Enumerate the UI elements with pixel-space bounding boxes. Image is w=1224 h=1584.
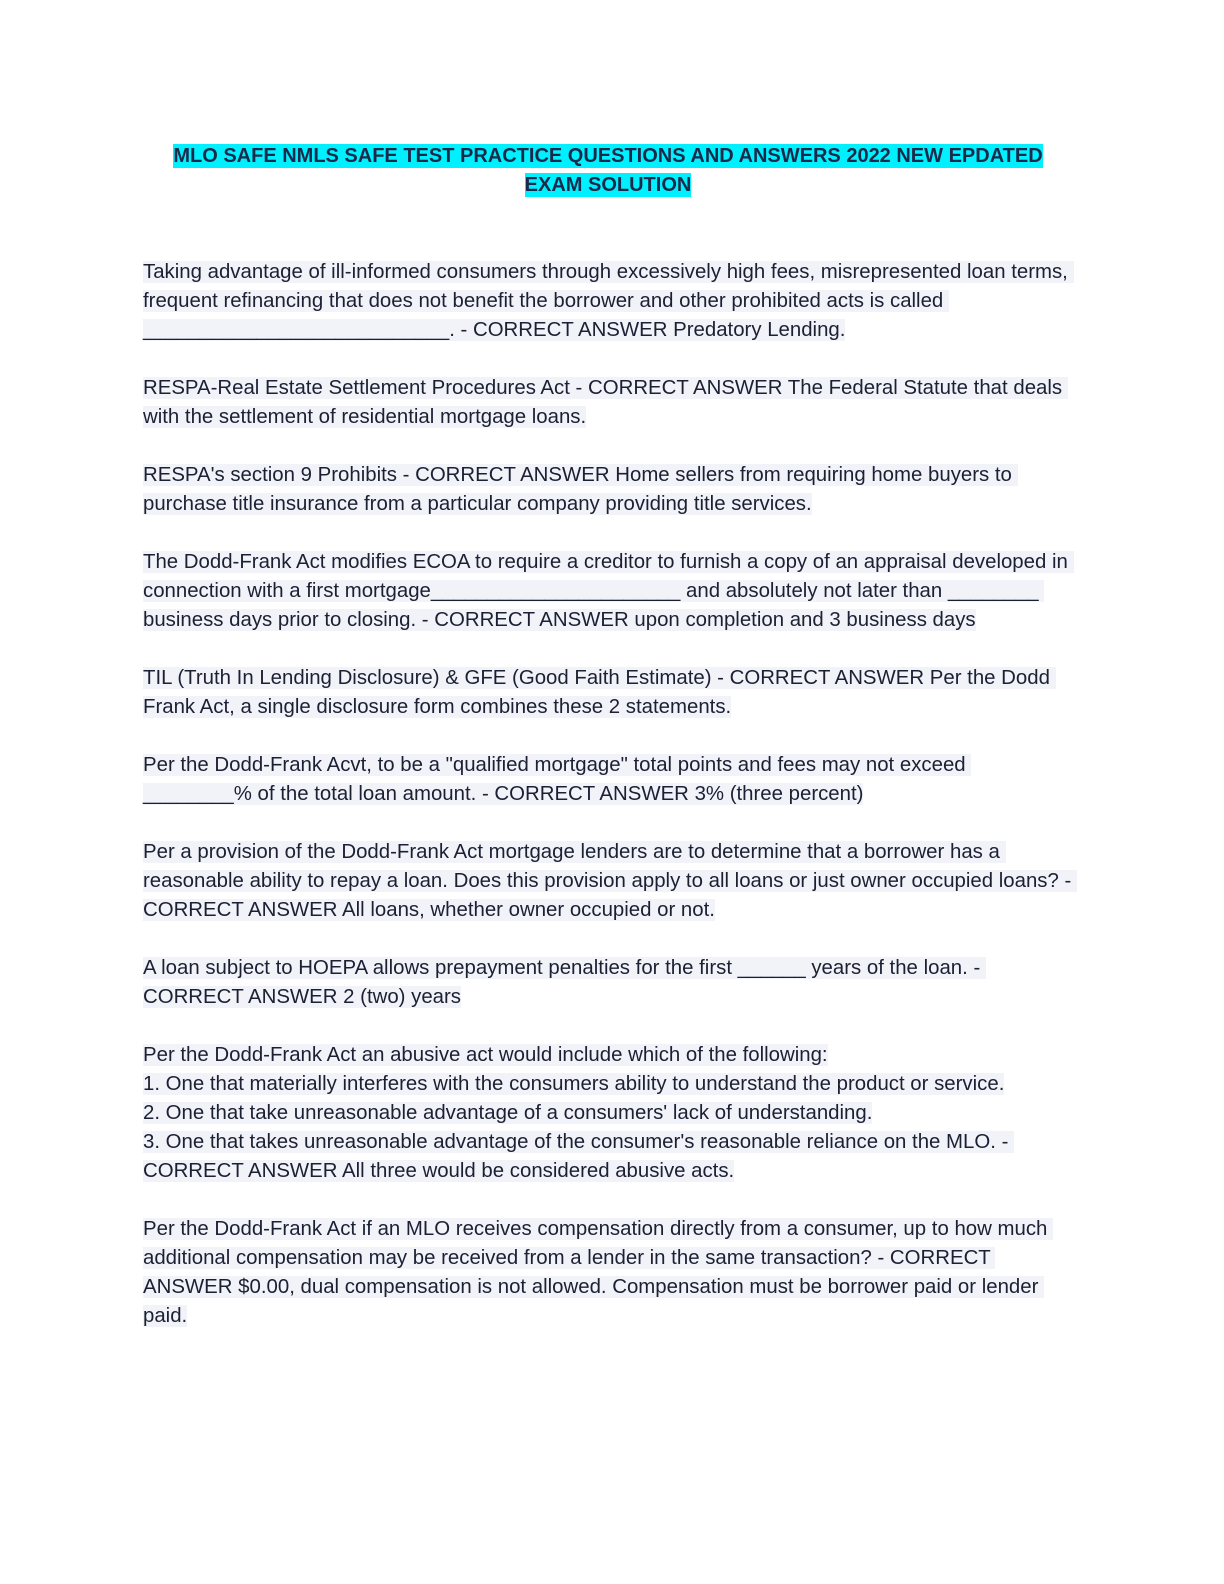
qa-text: Per the Dodd-Frank Act an abusive act would include which of the following: 1. One that materially interferes with the consumers ability to understand the product or service. 2. One that take unreasonable advantage of a consumers' lack of understanding. 3. One that takes unreasonable advantage of the consumer's reasonable reliance on the MLO. - CORRECT ANSWER All three would be considered abusive acts. (143, 1044, 1014, 1182)
qa-item (143, 374, 1073, 432)
qa-list (143, 258, 1077, 1331)
qa-text: Per the Dodd-Frank Act if an MLO receives compensation directly from a consumer, up to how much additional compensation may be received from a lender in the same transaction? - CORRECT ANSWER $0.00, dual compensation is not allowed. Compensation must be borrower paid or lender paid. (143, 1218, 1054, 1327)
qa-text: The Dodd-Frank Act modifies ECOA to require a creditor to furnish a copy of an appraisal developed in connection with a first mortgage______________________ and absolutely not later than ________ business days prior to closing. - CORRECT ANSWER upon completion and 3 business days (143, 551, 1074, 631)
qa-text: Per the Dodd-Frank Acvt, to be a "qualified mortgage" total points and fees may not exceed ________% of the total loan amount. - CORRECT ANSWER 3% (three percent) (143, 754, 972, 805)
qa-item (143, 1215, 1073, 1331)
qa-item (143, 461, 1073, 519)
qa-text: Taking advantage of ill-informed consumers through excessively high fees, misrepresented loan terms, frequent refinancing that does not benefit the borrower and other prohibited acts is called ___________________________. - CORRECT ANSWER Predatory Lending. (143, 261, 1074, 341)
qa-item (143, 258, 1073, 345)
document-page (143, 142, 1077, 1360)
document-title (143, 142, 1073, 200)
qa-item (143, 838, 1077, 925)
qa-text: RESPA-Real Estate Settlement Procedures Act - CORRECT ANSWER The Federal Statute that deals with the settlement of residential mortgage loans. (143, 377, 1068, 428)
document-title-text: MLO SAFE NMLS SAFE TEST PRACTICE QUESTIONS AND ANSWERS 2022 NEW EPDATED EXAM SOLUTION (173, 145, 1043, 196)
qa-item (143, 751, 1073, 809)
qa-text: TIL (Truth In Lending Disclosure) & GFE (Good Faith Estimate) - CORRECT ANSWER Per the Dodd Frank Act, a single disclosure form combines these 2 statements. (143, 667, 1056, 718)
qa-text: A loan subject to HOEPA allows prepayment penalties for the first ______ years of the loan. - CORRECT ANSWER 2 (two) years (143, 957, 986, 1008)
qa-text: RESPA's section 9 Prohibits - CORRECT ANSWER Home sellers from requiring home buyers to purchase title insurance from a particular company providing title services. (143, 464, 1018, 515)
qa-item (143, 664, 1073, 722)
qa-text: Per a provision of the Dodd-Frank Act mortgage lenders are to determine that a borrower has a reasonable ability to repay a loan. Does this provision apply to all loans or just owner occupied loans? - CORRECT ANSWER All loans, whether owner occupied or not. (143, 841, 1077, 921)
qa-item (143, 1041, 1073, 1186)
qa-item (143, 954, 1073, 1012)
qa-item (143, 548, 1073, 635)
